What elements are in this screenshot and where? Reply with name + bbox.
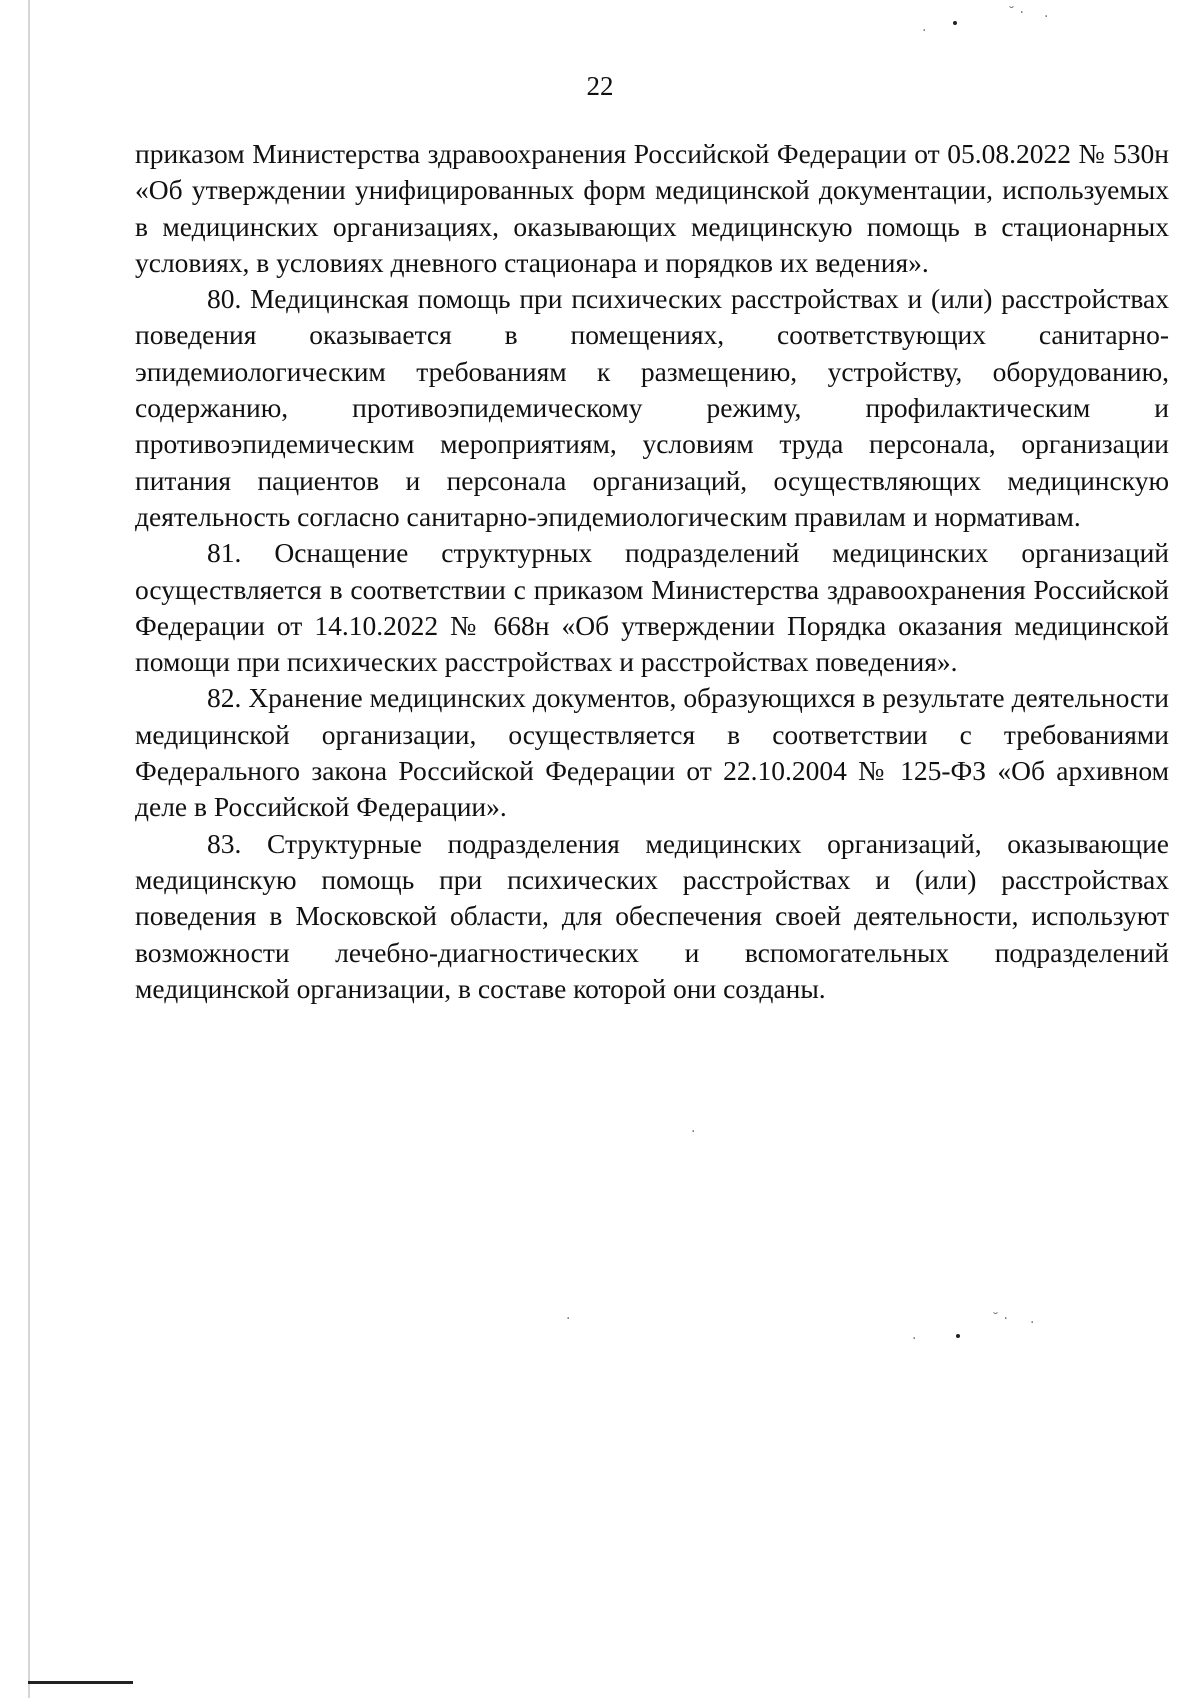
scan-left-edge xyxy=(28,0,30,1698)
page-number: 22 xyxy=(586,71,614,101)
scan-speck xyxy=(953,21,957,25)
scan-speck: · xyxy=(691,1124,696,1140)
scan-speck: · xyxy=(1030,1315,1035,1331)
paragraph-81: 81. Оснащение структурных подразделений медицинских организаций осуществляется в соответствии с приказом Министерства здравоохранения Российской Федерации от 14.10.2022 № 668н «Об утверждении Порядка оказания медицинской помощи при психических расстройствах и расстройствах поведения». xyxy=(135,537,1169,678)
paragraph-83: 83. Структурные подразделения медицинских организаций, оказывающие медицинскую помощь при психических расстройствах и (или) расстройствах поведения в Московской области, для обеспечения своей деятельности, используют возможности лечебно-диагностических и вспомогательных подразделений медицинской организации, в составе которой они созданы. xyxy=(135,827,1169,1004)
scan-speck: ˘ · xyxy=(992,1311,1008,1327)
scan-bottom-rule xyxy=(28,1681,133,1684)
scan-speck: · xyxy=(566,1311,571,1327)
document-body xyxy=(135,136,1169,1007)
paragraph-continuation: приказом Министерства здравоохранения Российской Федерации от 05.08.2022 № 530н «Об утверждении унифицированных форм медицинской документации, используемых в медицинских организациях, оказывающих медицинскую помощь в стационарных условиях, в условиях дневного стационара и порядков их ведения». xyxy=(135,138,1169,278)
scan-speck: · xyxy=(912,1331,917,1347)
paragraph-82: 82. Хранение медицинских документов, образующихся в результате деятельности медицинской организации, осуществляется в соответствии с требованиями Федерального закона Российской Федерации от 22.10.2004 № 125-ФЗ «Об архивном деле в Российской Федерации». xyxy=(135,682,1169,823)
paragraph-80: 80. Медицинская помощь при психических расстройствах и (или) расстройствах поведения оказывается в помещениях, соответствующих санитарно-эпидемиологическим требованиям к размещению, устройству, оборудованию, содержанию, противоэпидемическому режиму, профилактическим и противоэпидемическим мероприятиям, условиям труда персонала, организации питания пациентов и персонала организаций, осуществляющих медицинскую деятельность согласно санитарно-эпидемиологическим правилам и нормативам. xyxy=(135,283,1169,532)
scan-speck xyxy=(956,1334,960,1338)
scan-speck: · xyxy=(1044,9,1049,25)
scan-speck: · xyxy=(922,23,927,39)
scan-speck: ˘ · xyxy=(1008,5,1024,21)
